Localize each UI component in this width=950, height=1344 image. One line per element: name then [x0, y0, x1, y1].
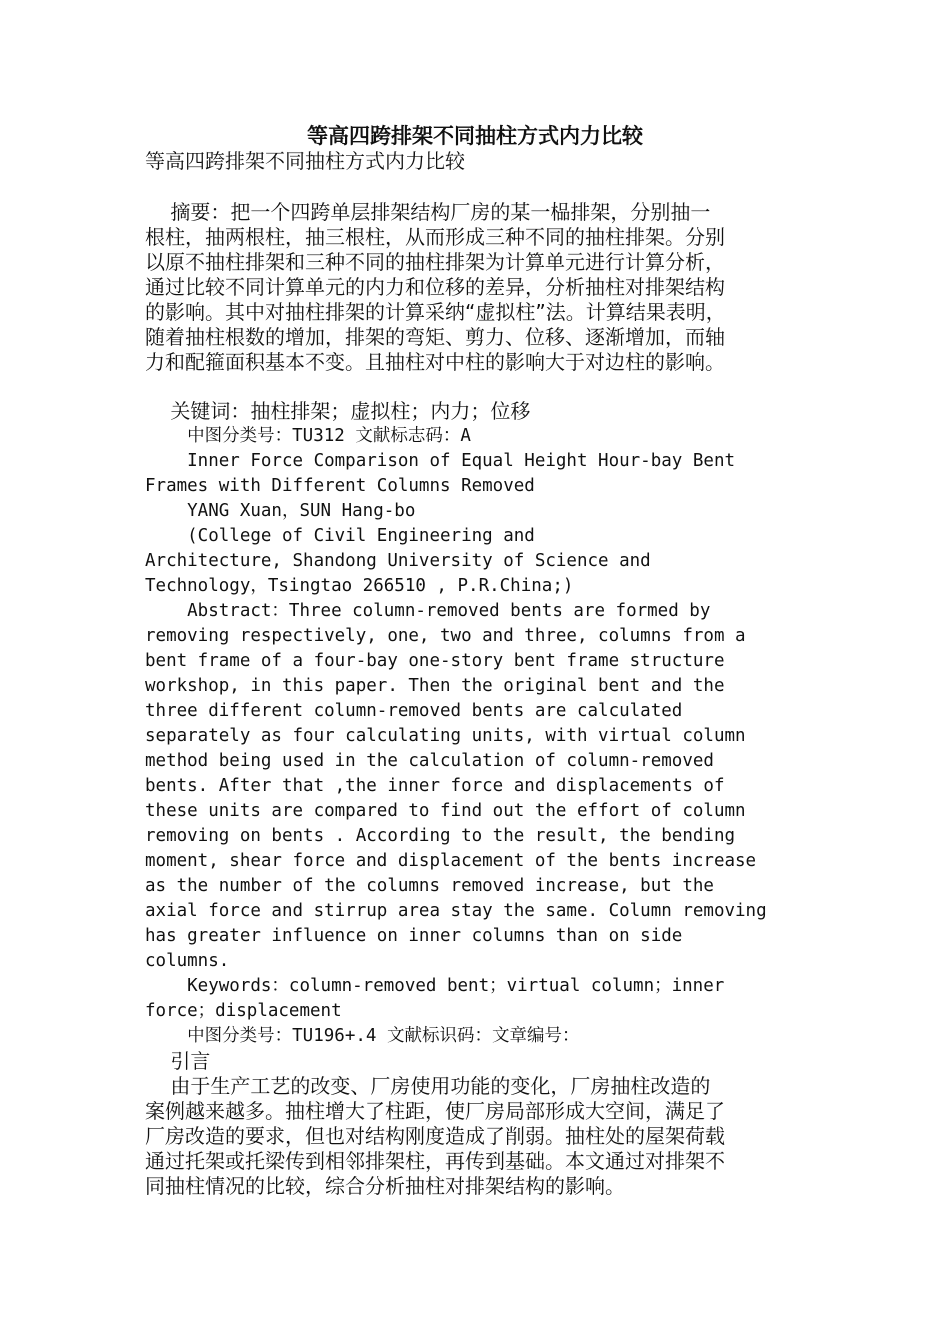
intro-paragraph-line: 同抽柱情况的比较，综合分析抽柱对排架结构的影响。	[145, 1174, 625, 1198]
abstract-en-line: bent frame of a four-bay one-story bent frame structure	[145, 651, 725, 671]
abstract-cn-line: 通过比较不同计算单元的内力和位移的差异，分析抽柱对排架结构	[145, 275, 725, 299]
authors: YANG Xuan，SUN Hang-bo	[145, 501, 416, 521]
affiliation-line: Technology，Tsingtao 266510 , P.R.China;)	[145, 576, 574, 596]
intro-paragraph-line: 案例越来越多。抽柱增大了柱距，使厂房局部形成大空间，满足了	[145, 1099, 725, 1123]
abstract-en-line: workshop, in this paper. Then the original bent and the	[145, 676, 725, 696]
abstract-en-line: has greater influence on inner columns than on side	[145, 926, 683, 946]
keywords-en-line: force；displacement	[145, 1001, 342, 1021]
abstract-en-line: axial force and stirrup area stay the same. Column removing	[145, 901, 767, 921]
intro-heading: 引言	[145, 1049, 211, 1073]
abstract-en-line: moment, shear force and displacement of the bents increase	[145, 851, 757, 871]
abstract-en-line: columns.	[145, 951, 230, 971]
abstract-en-line: separately as four calculating units, with virtual column	[145, 726, 746, 746]
document-subtitle: 等高四跨排架不同抽柱方式内力比较	[145, 149, 465, 173]
keywords-cn: 关键词：抽柱排架；虚拟柱；内力；位移	[145, 399, 531, 423]
abstract-cn-line: 根柱，抽两根柱，抽三根柱，从而形成三种不同的抽柱排架。分别	[145, 225, 725, 249]
affiliation-line: Architecture, Shandong University of Science and	[145, 551, 651, 571]
classification-cn: 中图分类号：TU312 文献标志码：A	[145, 426, 471, 446]
abstract-en-line: removing on bents . According to the result, the bending	[145, 826, 736, 846]
abstract-en-line: these units are compared to find out the effort of column	[145, 801, 746, 821]
abstract-en-line: removing respectively, one, two and three, columns from a	[145, 626, 746, 646]
document-title: 等高四跨排架不同抽柱方式内力比较	[307, 123, 643, 148]
abstract-en-line: Abstract：Three column-removed bents are formed by	[145, 601, 711, 621]
keywords-en-line: Keywords：column-removed bent；virtual column；inner	[145, 976, 725, 996]
abstract-cn-line: 摘要：把一个四跨单层排架结构厂房的某一榀排架，分别抽一	[145, 200, 711, 224]
english-title-line: Frames with Different Columns Removed	[145, 476, 535, 496]
abstract-cn-line: 力和配箍面积基本不变。且抽柱对中柱的影响大于对边柱的影响。	[145, 350, 725, 374]
abstract-en-line: method being used in the calculation of column-removed	[145, 751, 714, 771]
abstract-en-line: three different column-removed bents are calculated	[145, 701, 683, 721]
intro-paragraph-line: 由于生产工艺的改变、厂房使用功能的变化，厂房抽柱改造的	[145, 1074, 711, 1098]
abstract-en-line: as the number of the columns removed increase, but the	[145, 876, 714, 896]
abstract-cn-line: 随着抽柱根数的增加，排架的弯矩、剪力、位移、逐渐增加，而轴	[145, 325, 725, 349]
intro-paragraph-line: 通过托架或托梁传到相邻排架柱，再传到基础。本文通过对排架不	[145, 1149, 725, 1173]
english-title-line: Inner Force Comparison of Equal Height Hour-bay Bent	[145, 451, 736, 471]
intro-paragraph-line: 厂房改造的要求，但也对结构刚度造成了削弱。抽柱处的屋架荷载	[145, 1124, 725, 1148]
abstract-en-line: bents. After that ,the inner force and displacements of	[145, 776, 725, 796]
affiliation-line: (College of Civil Engineering and	[145, 526, 535, 546]
abstract-cn-line: 的影响。其中对抽柱排架的计算采纳“虚拟柱”法。计算结果表明，	[145, 300, 726, 324]
classification-en: 中图分类号：TU196+.4 文献标识码：文章编号：	[145, 1026, 580, 1046]
abstract-cn-line: 以原不抽柱排架和三种不同的抽柱排架为计算单元进行计算分析，	[145, 250, 725, 274]
